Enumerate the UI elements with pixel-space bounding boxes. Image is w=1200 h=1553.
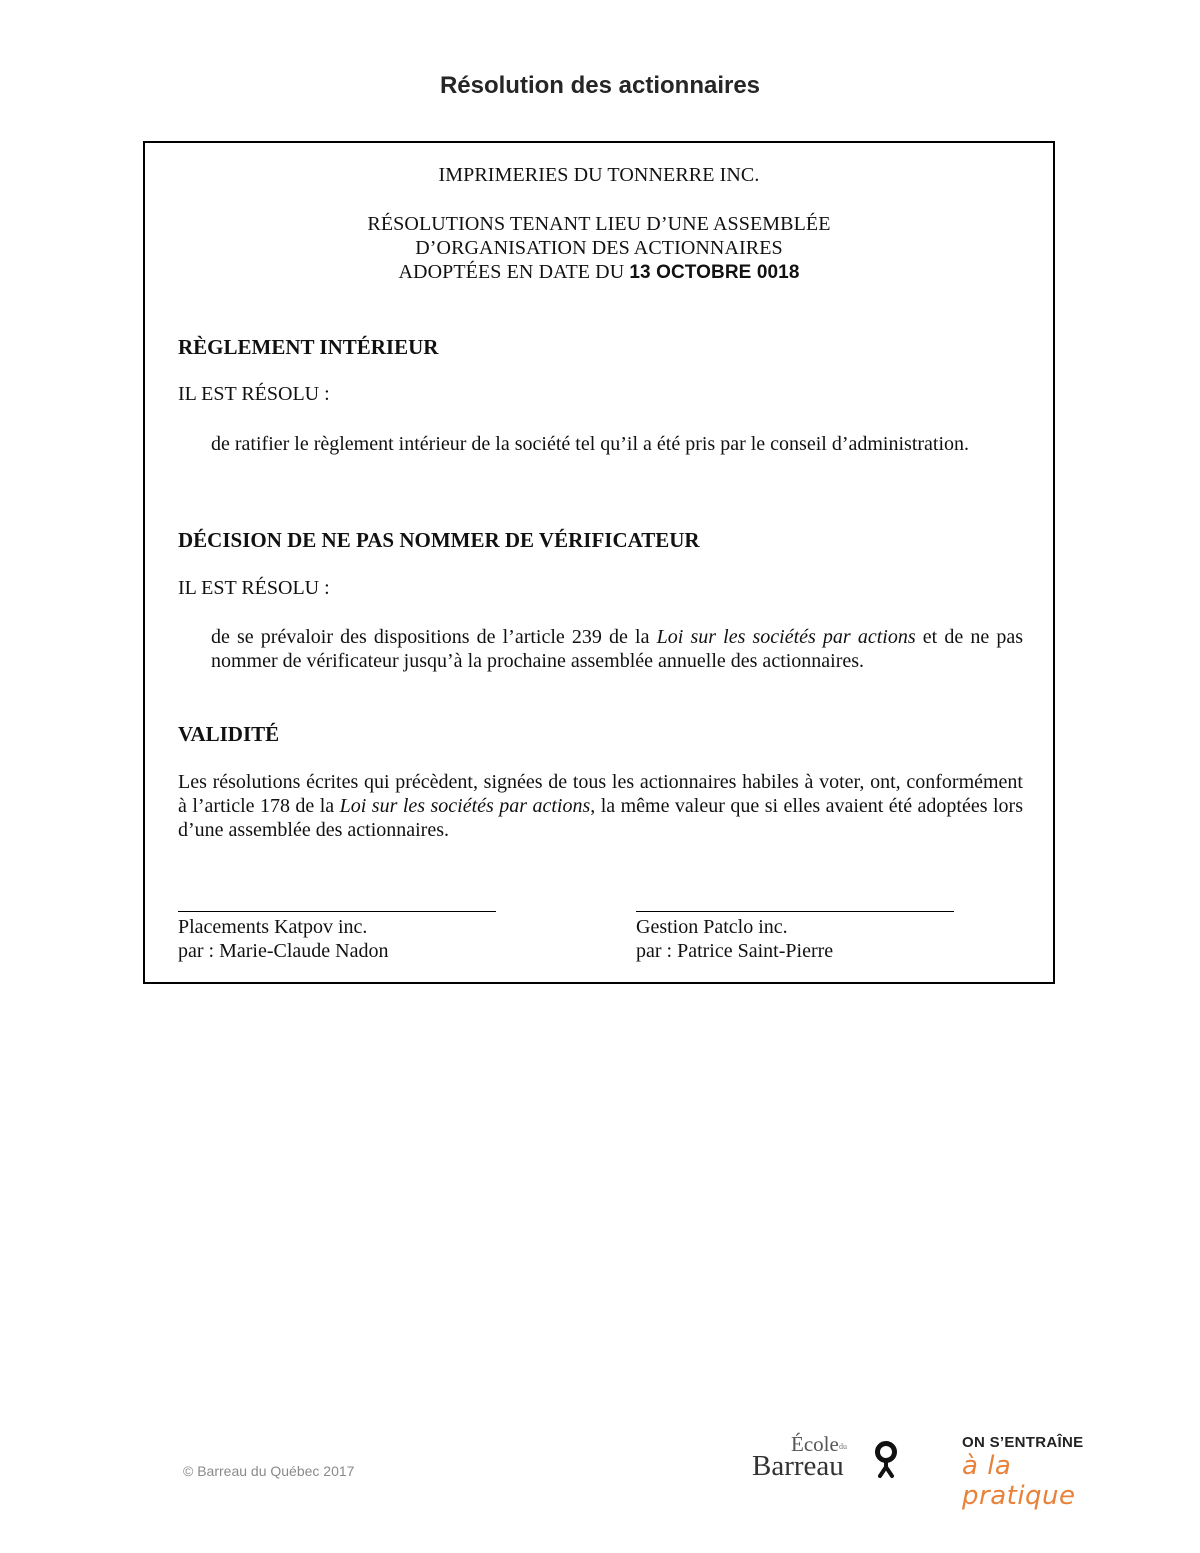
ecole-du-barreau-logo [748, 1432, 908, 1482]
resolved-label: IL EST RÉSOLU : [178, 383, 330, 405]
validity-text [178, 770, 1023, 842]
signature-line [636, 911, 954, 912]
text-segment: , la même valeur que si elles avaient été adoptées lors d’une assemblée des actionnaires. [178, 795, 1023, 841]
page-title: Résolution des actionnaires [439, 72, 761, 99]
footer-copyright: © Barreau du Québec 2017 [183, 1463, 355, 1479]
text-segment: de se prévaloir des dispositions de l’article 239 de la [211, 626, 650, 648]
section-title-reglement: RÈGLEMENT INTÉRIEUR [178, 335, 439, 359]
heading-date: 13 OCTOBRE 0018 [629, 262, 800, 283]
law-title: Loi sur les sociétés par actions [339, 795, 591, 817]
logo-ecole-text: École [791, 1432, 839, 1456]
heading-line-3 [145, 261, 1053, 284]
signature-block-katpov [178, 911, 498, 963]
heading-line-1: RÉSOLUTIONS TENANT LIEU D’UNE ASSEMBLÉE [367, 213, 831, 235]
logo-pratique-text: à la pratique [962, 1451, 1076, 1511]
signature-block-patclo [636, 911, 956, 963]
logo-du-text: du [839, 1442, 847, 1451]
resolution-text-verificateur [211, 625, 1023, 673]
logo-on-text: ON S’ENTRAÎNE [962, 1434, 1084, 1451]
text-segment: Les résolutions écrites qui précèdent, signées de tous les actionnaires habiles à voter, ont, conformément à l’article 178 de la [178, 771, 1023, 817]
resolved-label: IL EST RÉSOLU : [178, 577, 330, 599]
company-name: IMPRIMERIES DU TONNERRE INC. [438, 164, 760, 186]
resolution-text-reglement: de ratifier le règlement intérieur de la société tel qu’il a été pris par le conseil d’administration. [211, 433, 970, 455]
text-segment: et de ne pas nommer de vérificateur jusqu’à la prochaine assemblée annuelle des actionnaires. [211, 626, 1024, 672]
logo-barreau-text: Barreau [752, 1450, 844, 1482]
heading-date-prefix: ADOPTÉES EN DATE DU [398, 261, 625, 283]
signatory-company: Gestion Patclo inc. [636, 916, 788, 938]
on-sentraine-logo [962, 1434, 1132, 1511]
barreau-emblem-icon [872, 1440, 902, 1480]
resolution-document [143, 141, 1055, 984]
signatory-name: par : Marie-Claude Nadon [178, 940, 389, 962]
section-title-verificateur: DÉCISION DE NE PAS NOMMER DE VÉRIFICATEUR [178, 528, 700, 552]
signatory-company: Placements Katpov inc. [178, 916, 368, 938]
law-title: Loi sur les sociétés par actions [656, 626, 916, 648]
heading-line-2: D’ORGANISATION DES ACTIONNAIRES [415, 237, 783, 259]
section-title-validite: VALIDITÉ [178, 722, 280, 746]
signature-line [178, 911, 496, 912]
signatory-name: par : Patrice Saint-Pierre [636, 940, 834, 962]
